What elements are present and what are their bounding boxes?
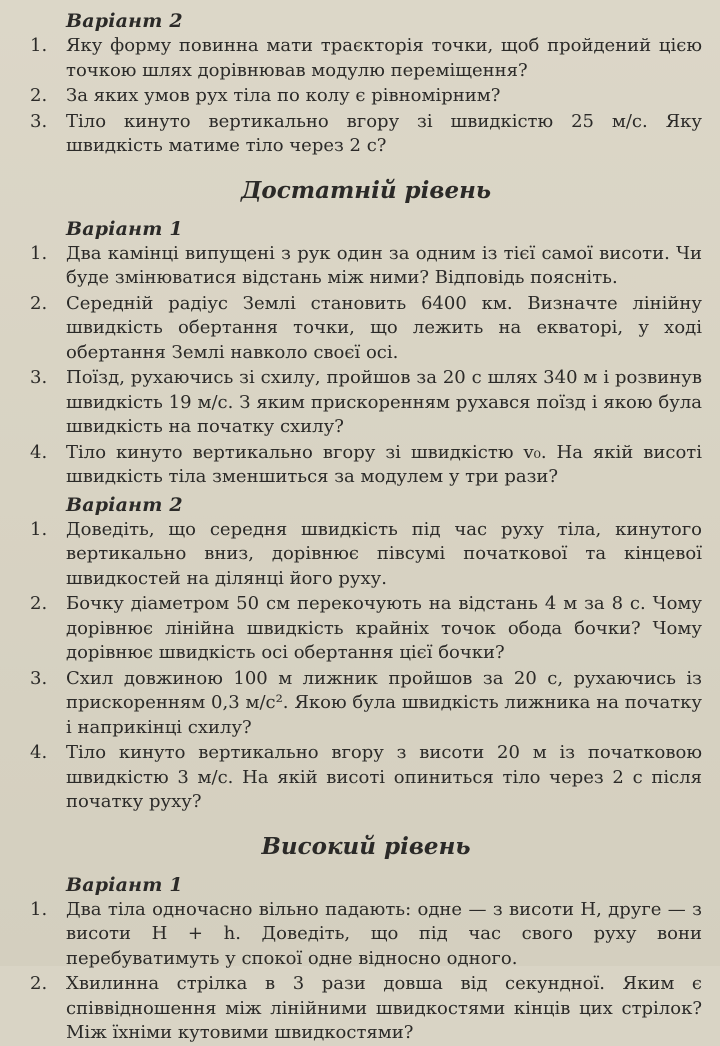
variant-label: Варіант 2	[66, 10, 183, 32]
question-item	[30, 741, 702, 815]
question-item	[30, 292, 702, 366]
question-item	[30, 242, 702, 291]
question-number: 4.	[30, 441, 48, 463]
question-text: Яку форму повинна мати траєкторія точки, щоб пройдений цією точкою шлях дорівнював модулю переміщення?	[66, 35, 702, 81]
question-list	[30, 242, 702, 490]
variant-label: Варіант 1	[66, 873, 183, 896]
question-number: 3.	[30, 667, 48, 689]
question-text: Середній радіус Землі становить 6400 км. Визначте лінійну швидкість обертання точки, що лежить на екваторі, у ході обертання Землі навколо своєї осі.	[66, 292, 702, 363]
question-item	[30, 518, 702, 592]
question-number: 2.	[30, 593, 48, 614]
question-item	[30, 110, 702, 159]
question-number: 4.	[30, 742, 48, 763]
question-number: 1.	[30, 35, 48, 56]
variant-label: Варіант 1	[66, 217, 183, 240]
question-number: 1.	[30, 518, 48, 540]
question-list	[30, 518, 702, 815]
question-item	[30, 366, 702, 440]
question-item	[30, 441, 702, 490]
level-heading: Високий рівень	[261, 832, 471, 860]
question-number: 3.	[30, 110, 48, 132]
question-number: 3.	[30, 367, 48, 388]
question-text: За яких умов рух тіла по колу є рівномірним?	[66, 85, 501, 106]
question-text: Тіло кинуто вертикально вгору зі швидкістю v₀. На якій висоті швидкість тіла зменшиться за модулем у три рази?	[66, 441, 702, 487]
question-item	[30, 972, 702, 1046]
variant-label: Варіант 2	[66, 493, 183, 516]
question-list	[30, 34, 702, 159]
question-number: 2.	[30, 85, 48, 106]
question-number: 2.	[30, 973, 48, 994]
question-text: Тіло кинуто вертикально вгору з висоти 20 м із початковою швидкістю 3 м/с. На якій висоті опиниться тіло через 2 с після початку руху?	[66, 742, 702, 812]
question-item	[30, 898, 702, 972]
question-number: 1.	[30, 898, 48, 920]
question-text: Хвилинна стрілка в 3 рази довша від секундної. Яким є співвідношення між лінійними швидкостями кінців цих стрілок? Між їхніми кутовими швидкостями?	[66, 973, 702, 1043]
question-item	[30, 34, 702, 83]
question-number: 2.	[30, 292, 48, 314]
question-text: Два тіла одночасно вільно падають: одне — з висоти H, друге — з висоти H + h. Доведіть, що під час свого руху вони перебуватимуть у спокої одне відносно одного.	[66, 898, 702, 969]
question-list	[30, 898, 702, 1046]
level-heading: Достатній рівень	[240, 176, 492, 204]
question-text: Поїзд, рухаючись зі схилу, пройшов за 20 с шлях 340 м і розвинув швидкість 19 м/с. З яким прискоренням рухався поїзд і якою була швидкість на початку схилу?	[66, 367, 702, 437]
question-text: Тіло кинуто вертикально вгору зі швидкістю 25 м/с. Яку швидкість матиме тіло через 2 с?	[66, 110, 702, 156]
question-item	[30, 667, 702, 741]
question-item	[30, 592, 702, 666]
question-number: 1.	[30, 242, 48, 264]
question-text: Бочку діаметром 50 см перекочують на відстань 4 м за 8 с. Чому дорівнює лінійна швидкість крайніх точок обода бочки? Чому дорівнює швидкість осі обертання цієї бочки?	[66, 593, 702, 663]
question-text: Два камінці випущені з рук один за одним із тієї самої висоти. Чи буде змінюватися відстань між ними? Відповідь поясніть.	[66, 242, 702, 288]
question-text: Доведіть, що середня швидкість під час руху тіла, кинутого вертикально вниз, дорівнює півсумі початкової та кінцевої швидкостей на ділянці його руху.	[66, 518, 702, 589]
question-text: Схил довжиною 100 м лижник пройшов за 20 с, рухаючись із прискоренням 0,3 м/с². Якою була швидкість лижника на початку і наприкінці схилу?	[66, 667, 702, 738]
question-item	[30, 84, 702, 109]
